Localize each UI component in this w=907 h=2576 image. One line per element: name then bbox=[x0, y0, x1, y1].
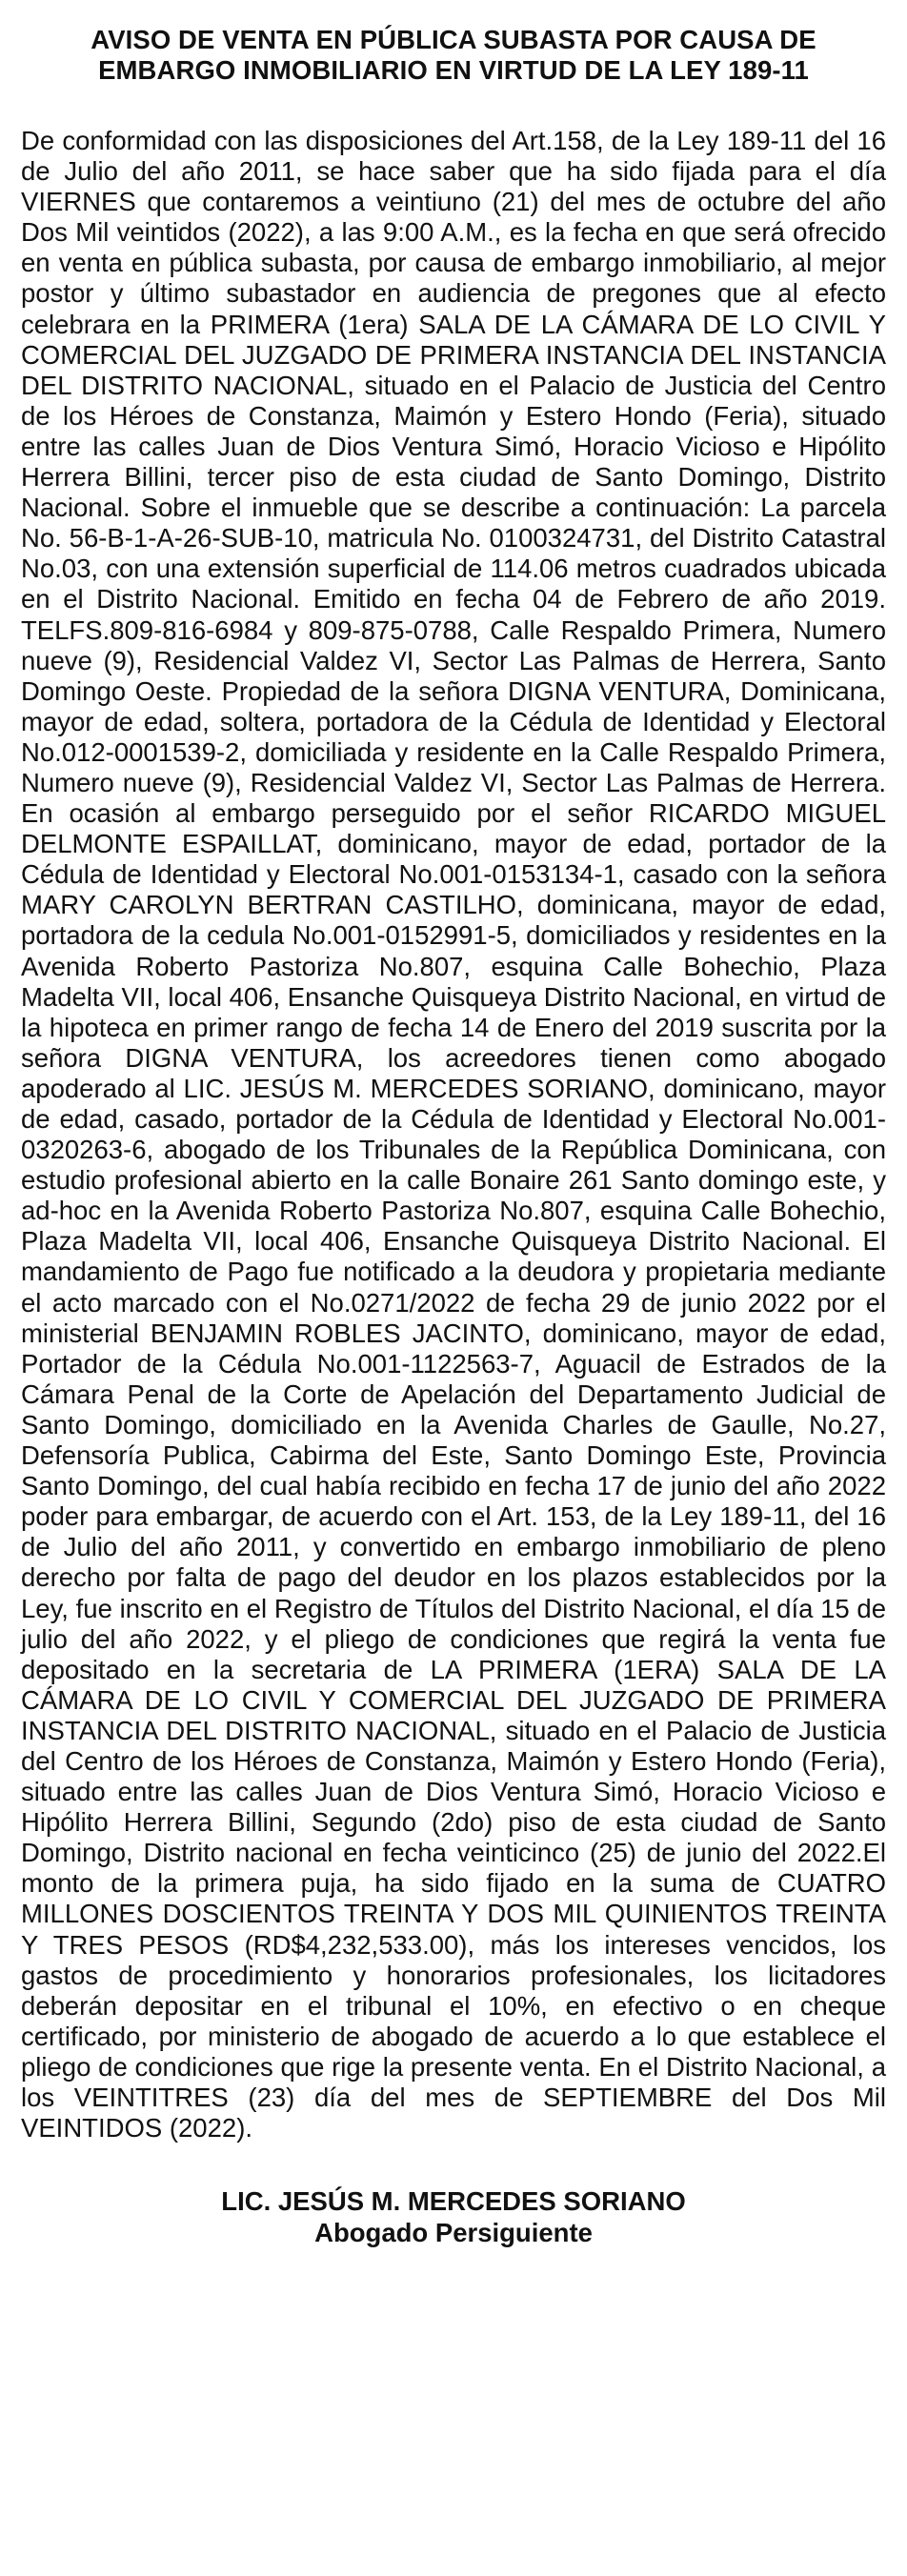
notice-body: De conformidad con las disposiciones del Art.158, de la Ley 189-11 del 16 de Julio del año 2011, se hace saber que ha sido fijada para el día VIERNES que contaremos a veintiuno (21) del mes de octubre del año Dos Mil veintidos (2022), a las 9:00 A.M., es la fecha en que será ofrecido en venta en pública subasta, por causa de embargo inmobiliario, al mejor postor y último subastador en audiencia de pregones que al efecto celebrara en la PRIMERA (1era) SALA DE LA CÁMARA DE LO CIVIL Y COMERCIAL DEL JUZGADO DE PRIMERA INSTANCIA DEL INSTANCIA DEL DISTRITO NACIONAL, situado en el Palacio de Justicia del Centro de los Héroes de Constanza, Maimón y Estero Hondo (Feria), situado entre las calles Juan de Dios Ventura Simó, Horacio Vicioso e Hipólito Herrera Billini, tercer piso de esta ciudad de Santo Domingo, Distrito Nacional. Sobre el inmueble que se describe a continuación: La parcela No. 56-B-1-A-26-SUB-10, matricula No. 0100324731, del Distrito Catastral No.03, con una extensión superficial de 114.06 metros cuadrados ubicada en el Distrito Nacional. Emitido en fecha 04 de Febrero de año 2019. TELFS.809-816-6984 y 809-875-0788, Calle Respaldo Primera, Numero nueve (9), Residencial Valdez VI, Sector Las Palmas de Herrera, Santo Domingo Oeste. Propiedad de la señora DIGNA VENTURA, Dominicana, mayor de edad, soltera, portadora de la Cédula de Identidad y Electoral No.012-0001539-2, domiciliada y residente en la Calle Respaldo Primera, Numero nueve (9), Residencial Valdez VI, Sector Las Palmas de Herrera. En ocasión al embargo perseguido por el señor RICARDO MIGUEL DELMONTE ESPAILLAT, dominicano, mayor de edad, portador de la Cédula de Identidad y Electoral No.001-0153134-1, casado con la señora MARY CAROLYN BERTRAN CASTILHO, dominicana, mayor de edad, portadora de la cedula No.001-0152991-5, domiciliados y residentes en la Avenida Roberto Pastoriza No.807, esquina Calle Bohechio, Plaza Madelta VII, local 406, Ensanche Quisqueya Distrito Nacional, en virtud de la hipoteca en primer rango de fecha 14 de Enero del 2019 suscrita por la señora DIGNA VENTURA, los acreedores tienen como abogado apoderado al LIC. JESÚS M. MERCEDES SORIANO, dominicano, mayor de edad, casado, portador de la Cédula de Identidad y Electoral No.001-0320263-6, abogado de los Tribunales de la República Dominicana, con estudio profesional abierto en la calle Bonaire 261 Santo domingo este, y ad-hoc en la Avenida Roberto Pastoriza No.807, esquina Calle Bohechio, Plaza Madelta VII, local 406, Ensanche Quisqueya Distrito Nacional. El mandamiento de Pago fue notificado a la deudora y propietaria mediante el acto marcado con el No.0271/2022 de fecha 29 de junio 2022 por el ministerial BENJAMIN ROBLES JACINTO, dominicano, mayor de edad, Portador de la Cédula No.001-1122563-7, Aguacil de Estrados de la Cámara Penal de la Corte de Apelación del Departamento Judicial de Santo Domingo, domiciliado en la Avenida Charles de Gaulle, No.27, Defensoría Publica, Cabirma del Este, Santo Domingo Este, Provincia Santo Domingo, del cual había recibido en fecha 17 de junio del año 2022 poder para embargar, de acuerdo con el Art. 153, de la Ley 189-11, del 16 de Julio del año 2011, y convertido en embargo inmobiliario de pleno derecho por falta de pago del deudor en los plazos establecidos por la Ley, fue inscrito en el Registro de Títulos del Distrito Nacional, el día 15 de julio del año 2022, y el pliego de condiciones que regirá la venta fue depositado en la secretaria de LA PRIMERA (1ERA) SALA DE LA CÁMARA DE LO CIVIL Y COMERCIAL DEL JUZGADO DE PRIMERA INSTANCIA DEL DISTRITO NACIONAL, situado en el Palacio de Justicia del Centro de los Héroes de Constanza, Maimón y Estero Hondo (Feria), situado entre las calles Juan de Dios Ventura Simó, Horacio Vicioso e Hipólito Herrera Billini, Segundo (2do) piso de esta ciudad de Santo Domingo, Distrito nacional en fecha veinticinco (25) de junio del 2022.El monto de la primera puja, ha sido fijado en la suma de CUATRO MILLONES DOSCIENTOS TREINTA Y DOS MIL QUINIENTOS TREINTA Y TRES PESOS (RD$4,232,533.00), más los intereses vencidos, los gastos de procedimiento y honorarios profesionales, los licitadores deberán depositar en el tribunal el 10%, en efectivo o en cheque certificado, por ministerio de abogado de acuerdo a lo que establece el pliego de condiciones que rige la presente venta. En el Distrito Nacional, a los VEINTITRES (23) día del mes de SEPTIEMBRE del Dos Mil VEINTIDOS (2022). bbox=[21, 126, 886, 2143]
notice-title bbox=[21, 25, 886, 86]
notice-title-line-1: AVISO DE VENTA EN PÚBLICA SUBASTA POR CAUSA DE bbox=[91, 25, 816, 54]
notice-title-line-2: EMBARGO INMOBILIARIO EN VIRTUD DE LA LEY 189-11 bbox=[98, 55, 809, 85]
signature-role: Abogado Persiguiente bbox=[314, 2218, 593, 2248]
signature-block bbox=[21, 2185, 886, 2248]
signature-name: LIC. JESÚS M. MERCEDES SORIANO bbox=[221, 2186, 686, 2217]
